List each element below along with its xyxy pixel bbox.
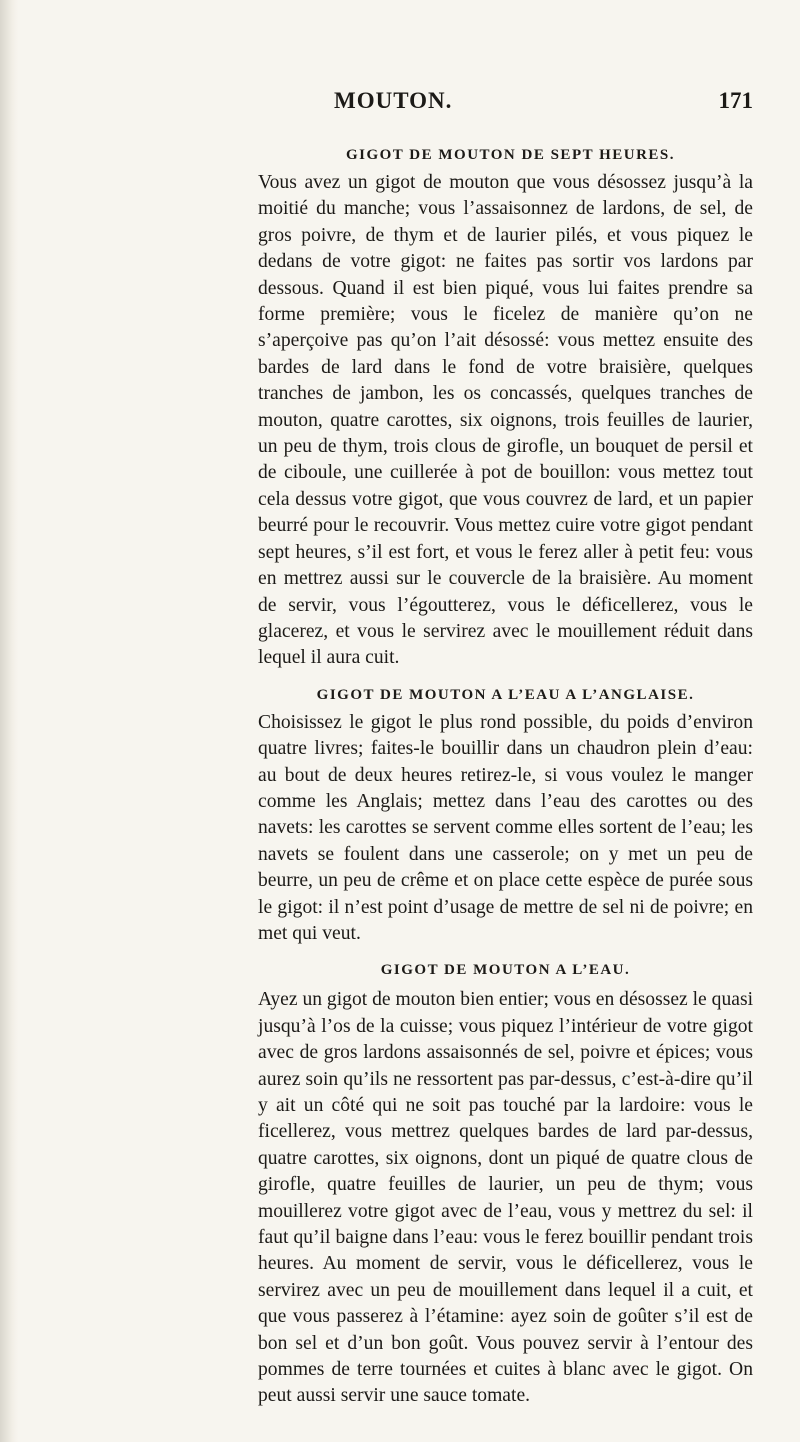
- recipe-text: Vous avez un gigot de mouton que vous désossez jusqu’à la moitié du manche; vous l’assaisonnez de lardons, de sel, de gros poivre, de thym et de laurier pilés, et vous piquez le dedans de votre gigot: ne faites pas sortir vos lardons par dessous. Quand il est bien piqué, vous lui faites prendre sa forme première; vous le ficelez de manière qu’on ne s’aperçoive pas qu’on l’ait désossé: vous mettez ensuite des bardes de lard dans le fond de votre braisière, quelques tranches de jambon, les os concassés, quelques tranches de mouton, quatre carottes, six oignons, trois feuilles de laurier, un peu de thym, trois clous de girofle, un bouquet de persil et de ciboule, une cuillerée à pot de bouillon: vous mettez tout cela dessus votre gigot, que vous couvrez de lard, et un papier beurré pour le recouvrir. Vous mettez cuire votre gigot pendant sept heures, s’il est fort, et vous le ferez aller à petit feu: vous en mettrez aussi sur le couvercle de la braisière. Au moment de servir, vous l’égoutterez, vous le déficellerez, vous le glacerez, et vous le servirez avec le mouillement réduit dans lequel il aura cuit.: [258, 172, 753, 669]
- recipe-text: Ayez un gigot de mouton bien entier; vous en désossez le quasi jusqu’à l’os de la cuisse; vous piquez l’intérieur de votre gigot avec de gros lardons assaisonnés de sel, poivre et épices; vous aurez soin qu’ils ne ressortent pas par-dessus, c’est-à-dire qu’il y ait un côté qui ne soit pas touché par la lardoire: vous le ficellerez, vous mettrez quelques bardes de lard par-dessus, quatre carottes, six oignons, dont un piqué de quatre clous de girofle, quatre feuilles de laurier, un peu de thym; vous mouillerez votre gigot avec de l’eau, vous y mettrez du sel: il faut qu’il baigne dans l’eau: vous le ferez bouillir pendant trois heures. Au moment de servir, vous le déficellerez, vous le servirez avec un peu de mouillement dans lequel il a cuit, et que vous passerez à l’étamine: ayez soin de goûter s’il est de bon sel et d’un bon goût. Vous pouvez servir à l’entour des pommes de terre tournées et cuites à blanc avec le gigot. On peut aussi servir une sauce tomate.: [258, 989, 754, 1407]
- running-head: [258, 88, 753, 124]
- section-title: GIGOT DE MOUTON A L’EAU.: [380, 962, 631, 979]
- book-page: [258, 88, 753, 1410]
- recipe-section: [258, 144, 753, 672]
- section-title: GIGOT DE MOUTON A L’EAU A L’ANGLAISE.: [316, 686, 695, 703]
- section-title: GIGOT DE MOUTON DE SEPT HEURES.: [345, 147, 676, 163]
- recipe-text: Choisissez le gigot le plus rond possible, du poids d’environ quatre livres; faites-le bouillir dans un chaudron plein d’eau: au bout de deux heures retirez-le, si vous voulez le manger comme les Anglais; mettez dans l’eau des carottes ou des navets: les carottes se servent comme elles sortent de l’eau; les navets se foulent dans une casserole; on y met un peu de beurre, un peu de crême et on place cette espèce de purée sous le gigot: il n’est point d’usage de mettre de sel ni de poivre; en met qui veut.: [258, 711, 753, 944]
- running-title: MOUTON.: [334, 88, 453, 113]
- recipe-section: [258, 959, 753, 1410]
- page-edge-shadow: [0, 0, 18, 1442]
- page-number: 171: [718, 88, 753, 113]
- recipe-section: [258, 684, 753, 948]
